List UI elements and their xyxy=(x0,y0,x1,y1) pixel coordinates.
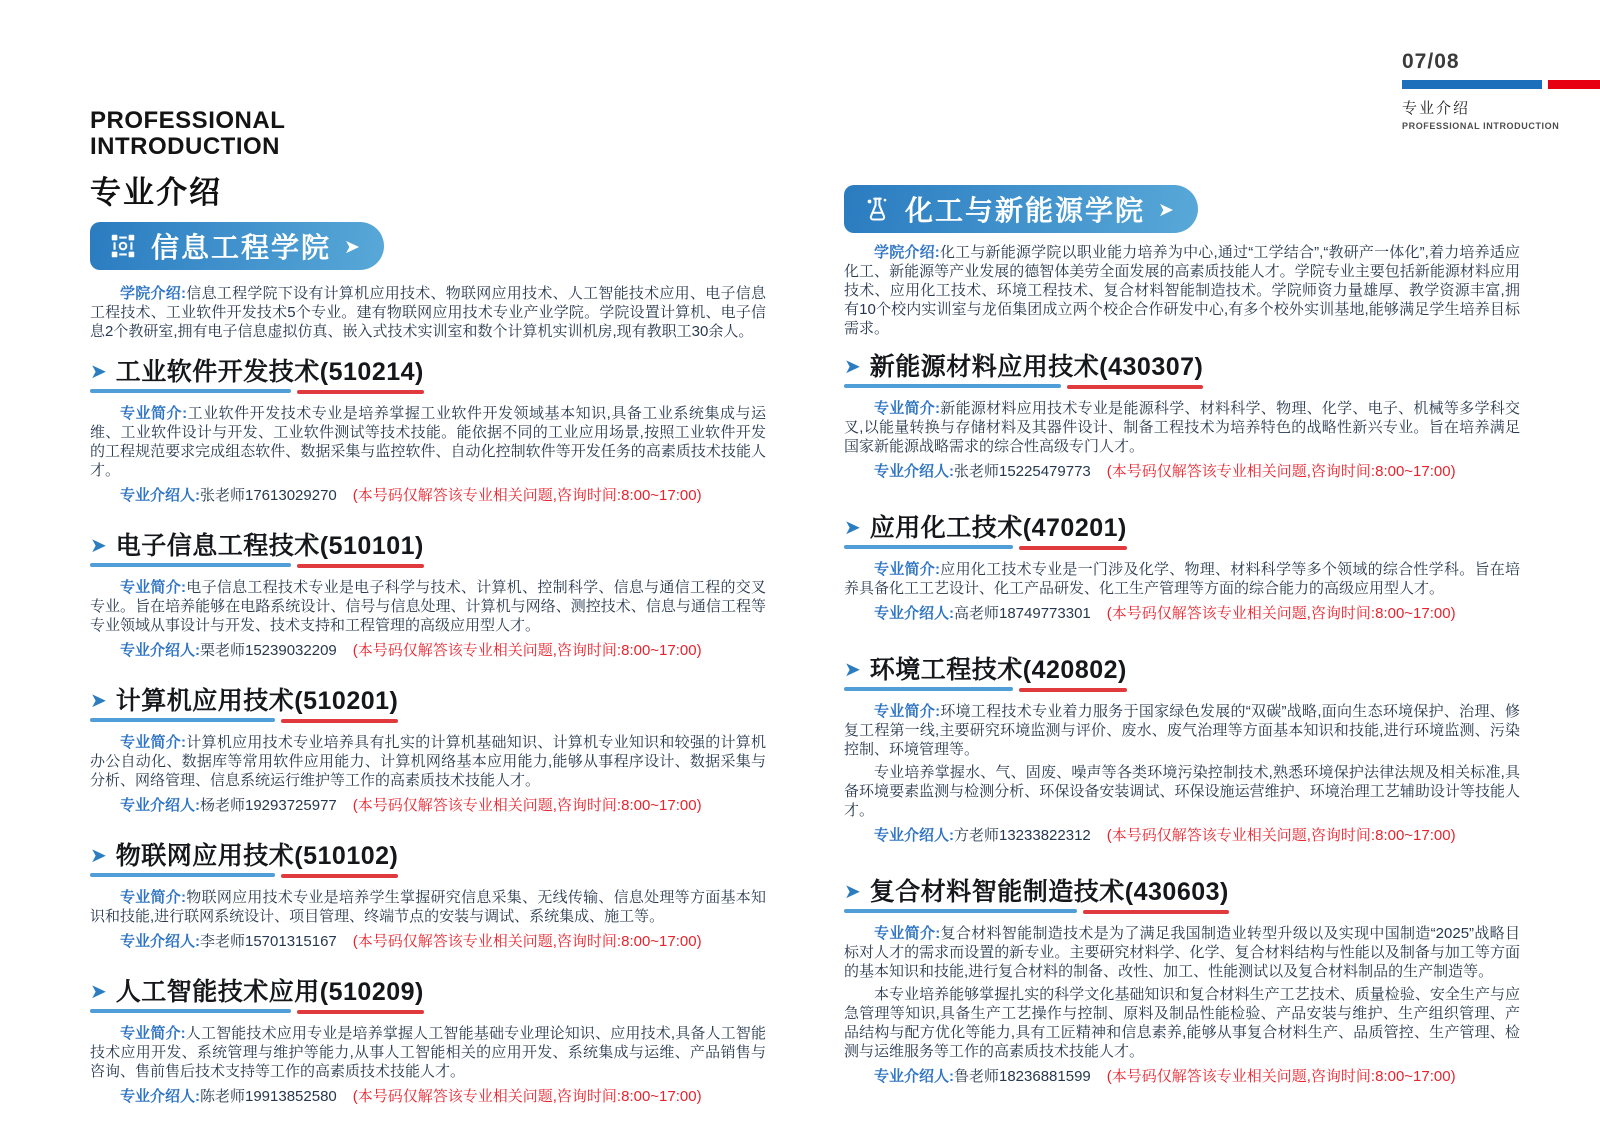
contact-label: 专业介绍人: xyxy=(874,463,954,480)
major-title xyxy=(870,352,1204,382)
major-name: 环境工程技术 xyxy=(869,656,1023,684)
contact-label: 专业介绍人: xyxy=(120,642,200,659)
major-section xyxy=(844,352,1520,481)
major-section xyxy=(844,877,1520,1086)
major-paragraphs xyxy=(90,888,766,926)
major-paragraph: 专业简介:计算机应用技术专业培养具有扎实的计算机基础知识、计算机专业知识和较强的计算机办公自动化、数据库等常用软件应用能力、计算机网络基本应用能力,能够从事程序设计、数据采集与分析、网络管理、信息系统运行维护等工作的高素质技术技能人才。 xyxy=(90,734,766,789)
underline-blue xyxy=(844,384,1061,388)
major-paragraph: 专业培养掌握水、气、固废、噪声等各类环境污染控制技术,熟悉环境保护法律法规及相关标准,具备环境要素监测与检测分析、环保设备安装调试、环保设施运营维护、环境治理工艺辅助设计等技能人才。 xyxy=(844,764,1520,819)
major-underline xyxy=(90,389,424,393)
contact-note: (本号码仅解答该专业相关问题,咨询时间:8:00~17:00) xyxy=(352,642,702,659)
major-underline xyxy=(844,545,1127,549)
major-paragraphs xyxy=(844,702,1520,820)
contact-note: (本号码仅解答该专业相关问题,咨询时间:8:00~17:00) xyxy=(352,487,702,504)
majors-list xyxy=(90,357,766,1106)
underline-blue xyxy=(844,909,1077,913)
contact-note: (本号码仅解答该专业相关问题,咨询时间:8:00~17:00) xyxy=(352,1088,702,1105)
underline-red xyxy=(297,390,424,394)
major-intro-label: 专业简介: xyxy=(120,579,187,596)
major-section xyxy=(90,531,766,660)
major-paragraph: 专业简介:人工智能技术应用专业是培养掌握人工智能基础专业理论知识、应用技术,具备人工智能技术应用开发、系统管理与维护等能力,从事人工智能相关的应用开发、系统集成与运维、产品销售与咨询、售前售后技术支持等工作的高素质技术技能人才。 xyxy=(90,1025,767,1080)
major-name: 复合材料智能制造技术 xyxy=(869,878,1125,906)
underline-red xyxy=(297,1010,424,1014)
major-section xyxy=(844,655,1520,845)
major-section xyxy=(90,357,766,505)
contact-line xyxy=(844,604,1520,623)
major-heading xyxy=(90,841,398,877)
major-code: (510214) xyxy=(319,358,424,386)
page-title-en-line1: PROFESSIONAL xyxy=(90,107,286,134)
college-intro xyxy=(844,243,1520,338)
page-title-en xyxy=(90,108,766,160)
major-code: (510101) xyxy=(319,532,424,560)
contact-line xyxy=(90,796,766,815)
major-arrow-icon: ➤ xyxy=(90,361,107,383)
major-paragraph: 专业简介:工业软件开发技术专业是培养掌握工业软件开发领域基本知识,具备工业系统集成与运维、工业软件设计与开发、工业软件测试等技术技能。能依据不同的工业应用场景,按照工业软件开发的工程规范要求完成组态软件、数据采集与监控软件、自动化控制软件等开发任务的高素质技术技能人才。 xyxy=(90,405,766,479)
corner-title-en: PROFESSIONAL INTRODUCTION xyxy=(1402,121,1560,131)
contact-line xyxy=(844,1067,1520,1086)
contact-name: 张老师17613029270 xyxy=(200,487,337,504)
contact-name: 方老师13233822312 xyxy=(954,827,1091,844)
column-information-engineering xyxy=(90,108,766,1106)
contact-label: 专业介绍人: xyxy=(120,1088,200,1105)
major-title xyxy=(870,877,1229,907)
contact-line xyxy=(90,486,766,505)
major-intro-label: 专业简介: xyxy=(120,889,187,906)
college-banner-title: 化工与新能源学院 xyxy=(905,195,1146,226)
contact-name: 陈老师19913852580 xyxy=(200,1088,337,1105)
corner-bar-blue xyxy=(1402,80,1542,89)
contact-name: 鲁老师18236881599 xyxy=(954,1068,1091,1085)
major-paragraph: 专业简介:电子信息工程技术专业是电子科学与技术、计算机、控制科学、信息与通信工程的交叉专业。旨在培养能够在电路系统设计、信号与信息处理、计算机与网络、测控技术、信息与通信工程等专业领域从事设计与开发、技术支持和工程管理的高级应用型人才。 xyxy=(90,579,766,634)
major-section xyxy=(844,513,1520,623)
contact-label: 专业介绍人: xyxy=(120,933,200,950)
contact-label: 专业介绍人: xyxy=(874,827,954,844)
college-intro-text: 信息工程学院下设有计算机应用技术、物联网应用技术、人工智能技术应用、电子信息工程技术、工业软件开发技术5个专业。建有物联网应用技术专业产业学院。学院设置计算机、电子信息2个教研室,拥有电子信息虚拟仿真、嵌入式技术实训室和数个计算机实训机房,现有教职工30余人。 xyxy=(90,285,766,340)
underline-red xyxy=(1019,546,1126,550)
contact-note: (本号码仅解答该专业相关问题,咨询时间:8:00~17:00) xyxy=(1106,605,1456,622)
contact-line xyxy=(844,826,1520,845)
contact-note: (本号码仅解答该专业相关问题,咨询时间:8:00~17:00) xyxy=(1106,1068,1456,1085)
underline-blue xyxy=(90,873,275,877)
major-code: (510102) xyxy=(294,842,399,870)
major-section xyxy=(90,686,766,815)
major-underline xyxy=(844,687,1127,691)
major-paragraph: 专业简介:新能源材料应用技术专业是能源科学、材料科学、物理、化学、电子、机械等多学科交叉,以能量转换与存储材料及其器件设计、制备工程技术为培养特色的战略性新兴专业。旨在培养满足国家新能源战略需求的综合性高级专门人才。 xyxy=(844,400,1520,455)
major-arrow-icon: ➤ xyxy=(90,981,107,1003)
major-code: (510209) xyxy=(319,978,424,1006)
contact-line xyxy=(90,641,766,660)
major-underline xyxy=(90,1009,424,1013)
major-paragraphs xyxy=(90,733,766,790)
college-intro-label: 学院介绍: xyxy=(120,285,187,302)
major-heading xyxy=(844,352,1203,388)
major-title xyxy=(116,357,424,387)
contact-name: 杨老师19293725977 xyxy=(200,797,337,814)
major-arrow-icon: ➤ xyxy=(90,535,107,557)
circuit-chip-icon xyxy=(108,231,138,261)
page-number: 07/08 xyxy=(1402,50,1460,73)
major-heading xyxy=(90,977,424,1013)
major-code: (420802) xyxy=(1022,656,1127,684)
corner-bar-red xyxy=(1548,80,1600,89)
major-underline xyxy=(90,718,398,722)
major-title xyxy=(116,977,424,1007)
major-arrow-icon: ➤ xyxy=(844,881,861,903)
major-underline xyxy=(90,873,398,877)
major-paragraphs xyxy=(90,1024,766,1081)
major-title xyxy=(116,531,424,561)
corner-title-cn: 专业介绍 xyxy=(1402,100,1471,117)
contact-label: 专业介绍人: xyxy=(874,1068,954,1085)
major-heading xyxy=(90,686,398,722)
major-code: (430307) xyxy=(1099,353,1204,381)
corner-bars xyxy=(1402,80,1600,89)
major-paragraphs xyxy=(844,560,1520,598)
underline-blue xyxy=(90,389,291,393)
contact-name: 李老师15701315167 xyxy=(200,933,337,950)
major-heading xyxy=(844,513,1127,549)
major-paragraph: 专业简介:环境工程技术专业着力服务于国家绿色发展的“双碳”战略,面向生态环境保护、治理、修复工程第一线,主要研究环境监测与评价、废水、废气治理等方面基本知识和技能,进行环境监测、污染控制、环境管理等。 xyxy=(844,703,1520,758)
major-intro-label: 专业简介: xyxy=(874,925,941,942)
banner-arrow-icon: ➤ xyxy=(344,236,360,258)
major-heading xyxy=(90,357,424,393)
major-underline xyxy=(90,563,424,567)
underline-blue xyxy=(844,687,1013,691)
contact-name: 张老师15225479773 xyxy=(954,463,1091,480)
college-banner-title: 信息工程学院 xyxy=(151,232,332,263)
major-title xyxy=(116,686,399,716)
underline-red xyxy=(1067,385,1204,389)
contact-line xyxy=(844,462,1520,481)
major-code: (430603) xyxy=(1124,878,1229,906)
major-underline xyxy=(844,909,1229,913)
major-code: (470201) xyxy=(1022,514,1127,542)
major-title xyxy=(870,655,1127,685)
major-section xyxy=(90,841,766,951)
major-intro-label: 专业简介: xyxy=(874,561,941,578)
contact-note: (本号码仅解答该专业相关问题,咨询时间:8:00~17:00) xyxy=(1106,463,1456,480)
college-intro-text: 化工与新能源学院以职业能力培养为中心,通过“工学结合”,“教研产一体化”,着力培养适应化工、新能源等产业发展的德智体美劳全面发展的高素质技能人才。学院专业主要包括新能源材料应用技术、应用化工技术、环境工程技术、复合材料智能制造技术。学院师资力量雄厚、教学资源丰富,拥有10个校内实训室与龙佰集团成立两个校企合作研发中心,有多个校外实训基地,能够满足学生培养目标需求。 xyxy=(844,244,1520,337)
major-intro-label: 专业简介: xyxy=(120,734,187,751)
contact-note: (本号码仅解答该专业相关问题,咨询时间:8:00~17:00) xyxy=(1106,827,1456,844)
chemistry-flask-icon xyxy=(862,194,892,224)
major-paragraph: 专业简介:应用化工技术专业是一门涉及化学、物理、材料科学等多个领域的综合性学科。旨在培养具备化工工艺设计、化工产品研发、化工生产管理等方面的综合能力的高级应用型人才。 xyxy=(844,561,1520,597)
contact-label: 专业介绍人: xyxy=(120,487,200,504)
major-name: 物联网应用技术 xyxy=(115,842,295,870)
major-name: 计算机应用技术 xyxy=(115,687,295,715)
underline-red xyxy=(297,564,424,568)
major-paragraphs xyxy=(90,404,766,480)
banner-arrow-icon: ➤ xyxy=(1158,199,1174,221)
major-underline xyxy=(844,384,1203,388)
page-title-cn: 专业介绍 xyxy=(90,175,222,210)
contact-note: (本号码仅解答该专业相关问题,咨询时间:8:00~17:00) xyxy=(352,933,702,950)
major-title xyxy=(870,513,1127,543)
underline-blue xyxy=(844,545,1013,549)
major-paragraph: 专业简介:复合材料智能制造技术是为了满足我国制造业转型升级以及实现中国制造“2025”战略目标对人才的需求而设置的新专业。主要研究材料学、化学、复合材料结构与性能以及制备与加工等方面的基本知识和技能,进行复合材料的制备、改性、加工、性能测试以及复合材料制品的生产制造等。 xyxy=(844,925,1520,980)
major-paragraphs xyxy=(844,399,1520,456)
underline-red xyxy=(1019,688,1126,692)
college-intro-label: 学院介绍: xyxy=(874,244,940,261)
underline-blue xyxy=(90,1009,291,1013)
major-code: (510201) xyxy=(294,687,399,715)
major-heading xyxy=(90,531,424,567)
college-banner-chemical-new-energy xyxy=(844,185,1198,233)
major-name: 电子信息工程技术 xyxy=(115,532,320,560)
major-arrow-icon: ➤ xyxy=(844,659,861,681)
contact-name: 栗老师15239032209 xyxy=(200,642,337,659)
major-heading xyxy=(844,877,1229,913)
page-title-en-line2: INTRODUCTION xyxy=(90,133,280,160)
major-paragraphs xyxy=(844,924,1520,1061)
contact-line xyxy=(90,1087,766,1106)
major-intro-label: 专业简介: xyxy=(120,405,188,422)
major-paragraph: 专业简介:物联网应用技术专业是培养学生掌握研究信息采集、无线传输、信息处理等方面基本知识和技能,进行联网系统设计、项目管理、终端节点的安装与调试、系统集成、施工等。 xyxy=(90,889,766,925)
major-intro-label: 专业简介: xyxy=(120,1025,186,1042)
underline-red xyxy=(281,719,398,723)
major-arrow-icon: ➤ xyxy=(90,690,107,712)
major-name: 新能源材料应用技术 xyxy=(869,353,1100,381)
underline-blue xyxy=(90,718,275,722)
contact-label: 专业介绍人: xyxy=(120,797,200,814)
page-corner-marker xyxy=(1402,50,1600,131)
underline-blue xyxy=(90,563,291,567)
major-heading xyxy=(844,655,1127,691)
major-intro-label: 专业简介: xyxy=(874,400,941,417)
underline-red xyxy=(281,874,398,878)
contact-name: 高老师18749773301 xyxy=(954,605,1091,622)
major-arrow-icon: ➤ xyxy=(844,517,861,539)
major-section xyxy=(90,977,766,1106)
major-name: 应用化工技术 xyxy=(869,514,1023,542)
underline-red xyxy=(1083,910,1229,914)
contact-label: 专业介绍人: xyxy=(874,605,954,622)
major-intro-label: 专业简介: xyxy=(874,703,941,720)
major-paragraphs xyxy=(90,578,766,635)
college-intro xyxy=(90,284,766,341)
major-title xyxy=(116,841,399,871)
major-arrow-icon: ➤ xyxy=(844,356,861,378)
major-name: 工业软件开发技术 xyxy=(115,358,320,386)
contact-line xyxy=(90,932,766,951)
column-chemical-new-energy xyxy=(844,108,1520,1086)
major-arrow-icon: ➤ xyxy=(90,845,107,867)
majors-list xyxy=(844,352,1520,1086)
major-name: 人工智能技术应用 xyxy=(115,978,320,1006)
contact-note: (本号码仅解答该专业相关问题,咨询时间:8:00~17:00) xyxy=(352,797,702,814)
major-paragraph: 本专业培养能够掌握扎实的科学文化基础知识和复合材料生产工艺技术、质量检验、安全生产与应急管理等知识,具备生产工艺操作与控制、原料及制品性能检验、产品安装与维护、生产组织管理、产品结构与配方优化等能力,具有工匠精神和信息素养,能够从事复合材料生产、品质管控、生产管理、检测与运维服务等工作的高素质技术技能人才。 xyxy=(844,986,1520,1060)
college-banner-information-engineering xyxy=(90,222,384,270)
